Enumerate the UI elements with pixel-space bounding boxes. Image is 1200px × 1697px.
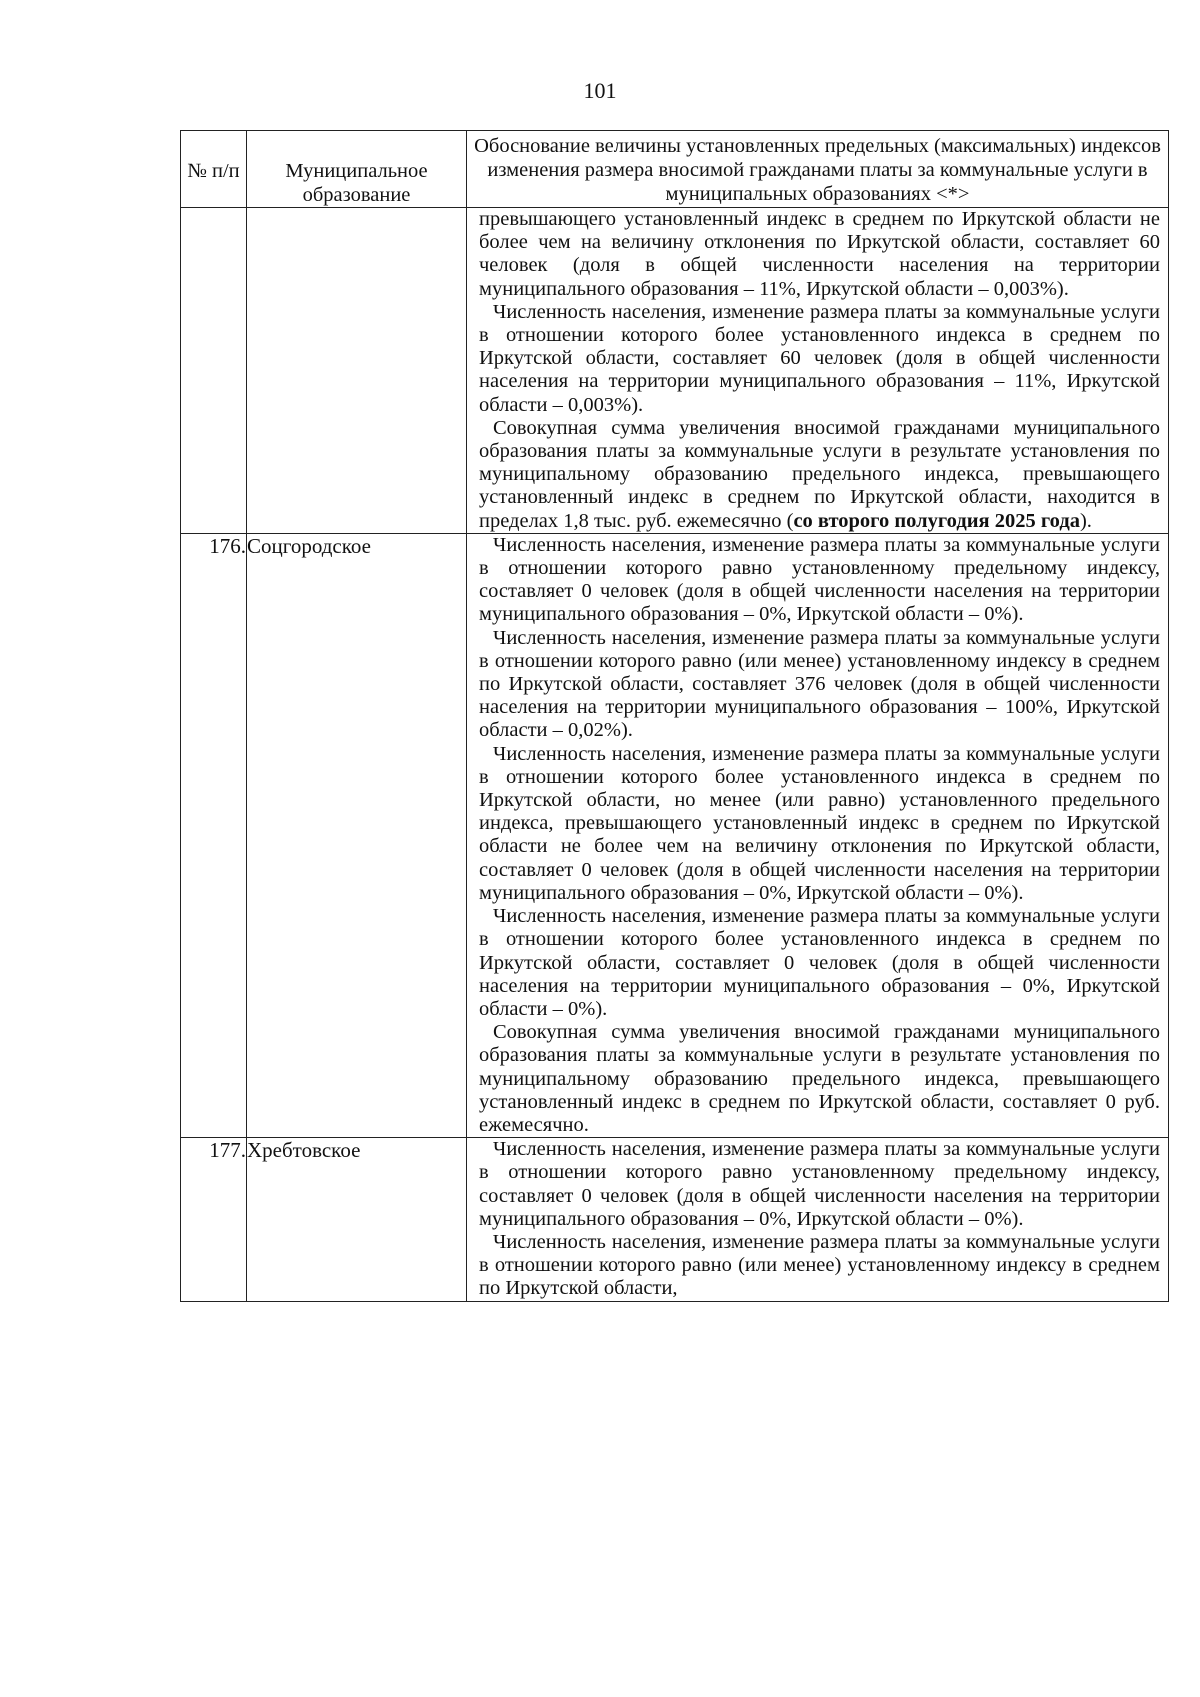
- row-num: 176.: [181, 533, 247, 1137]
- bold-period: со второго полугодия 2025 года: [793, 509, 1080, 532]
- row-justification: [467, 208, 1169, 534]
- row-municipality: Соцгородское: [247, 533, 467, 1137]
- header-municipality: Муниципальное образование: [247, 131, 467, 208]
- table-row: [181, 1138, 1169, 1301]
- row-num: [181, 208, 247, 534]
- paragraph: Численность населения, изменение размера платы за коммунальные услуги в отношении которого более установленного индекса в среднем по Иркутской области, составляет 0 человек (доля в общей численности населения на территории муниципального образования – 0%, Иркутской области – 0%).: [479, 905, 1160, 1020]
- paragraph: Численность населения, изменение размера платы за коммунальные услуги в отношении которого равно (или менее) установленному индексу в среднем по Иркутской области, составляет 376 человек (доля в общей численности населения на территории муниципального образования – 100%, Иркутской области – 0,02%).: [479, 626, 1160, 742]
- paragraph: Совокупная сумма увеличения вносимой гражданами муниципального образования платы за коммунальные услуги в результате установления по муниципальному образованию предельного индекса, превышающего установленный индекс в среднем по Иркутской области, составляет 0 руб. ежемесячно.: [479, 1021, 1160, 1136]
- page-number: 101: [583, 78, 617, 103]
- paragraph: Численность населения, изменение размера платы за коммунальные услуги в отношении которого равно установленному предельному индексу, составляет 0 человек (доля в общей численности населения на территории муниципального образования – 0%, Иркутской области – 0%).: [479, 1138, 1160, 1230]
- row-justification: [467, 533, 1169, 1137]
- table-row: [181, 208, 1169, 534]
- row-municipality: Хребтовское: [247, 1138, 467, 1301]
- header-num: № п/п: [181, 131, 247, 208]
- indices-table: [180, 130, 1169, 1302]
- row-municipality: [247, 208, 467, 534]
- paragraph: Совокупная сумма увеличения вносимой гражданами муниципального образования платы за коммунальные услуги в результате установления по муниципальному образованию предельного индекса, превышающего установленный индекс в среднем по Иркутской области, находится в пределах 1,8 тыс. руб. ежемесячно (со второго полугодия 2025 года).: [479, 416, 1160, 532]
- paragraph: превышающего установленный индекс в среднем по Иркутской области не более чем на величину отклонения по Иркутской области, составляет 60 человек (доля в общей численности населения на территории муниципального образования – 11%, Иркутской области – 0,003%).: [479, 208, 1160, 300]
- paragraph: Численность населения, изменение размера платы за коммунальные услуги в отношении которого более установленного индекса в среднем по Иркутской области, но менее (или равно) установленного предельного индекса, превышающего установленный индекс в среднем по Иркутской области не более чем на величину отклонения по Иркутской области, составляет 0 человек (доля в общей численности населения на территории муниципального образования – 0%, Иркутской области – 0%).: [479, 742, 1160, 904]
- row-num: 177.: [181, 1138, 247, 1301]
- paragraph: Численность населения, изменение размера платы за коммунальные услуги в отношении которого равно установленному предельному индексу, составляет 0 человек (доля в общей численности населения на территории муниципального образования – 0%, Иркутской области – 0%).: [479, 533, 1160, 626]
- header-justification: Обоснование величины установленных предельных (максимальных) индексов изменения размера вносимой гражданами платы за коммунальные услуги в муниципальных образованиях <*>: [467, 131, 1169, 208]
- paragraph: Численность населения, изменение размера платы за коммунальные услуги в отношении которого равно (или менее) установленному индексу в среднем по Иркутской области,: [479, 1230, 1160, 1300]
- table-row: [181, 533, 1169, 1137]
- row-justification: [467, 1138, 1169, 1301]
- table-header-row: [181, 131, 1169, 208]
- paragraph: Численность населения, изменение размера платы за коммунальные услуги в отношении которого более установленного индекса в среднем по Иркутской области, составляет 60 человек (доля в общей численности населения на территории муниципального образования – 11%, Иркутской области – 0,003%).: [479, 300, 1160, 416]
